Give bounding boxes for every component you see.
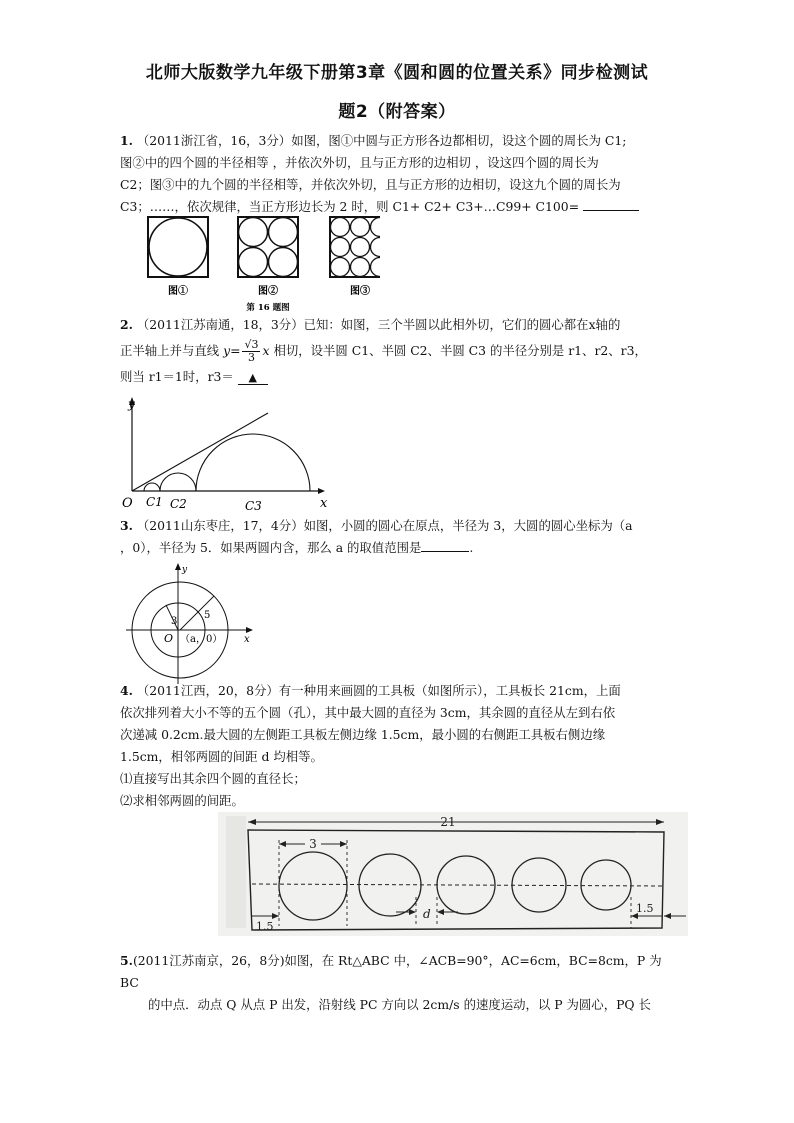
- q4-sub2: ⑵求相邻两圆的间距。: [120, 793, 244, 808]
- q1-fig3-label: 图③: [350, 286, 370, 297]
- q2-line1: [120, 314, 680, 336]
- q2-eq-y: y=: [223, 343, 241, 358]
- q4-text-1: （2011江西，20，8分）有一种用来画圆的工具板（如图所示），工具板长 21cm，上面: [136, 683, 621, 698]
- q2-text-3: 则当 r1＝1时，r3＝: [120, 369, 234, 384]
- q1-fig-caption: 第 16 题图: [246, 303, 290, 313]
- q4-sub1: ⑴直接写出其余四个圆的直径长；: [120, 771, 306, 786]
- q2-number: 2.: [120, 317, 133, 332]
- q1-fig2-circle: [239, 248, 268, 277]
- q2-x-arrow: [318, 488, 325, 494]
- q4-label-3: 3: [309, 837, 317, 851]
- q3-line2: ，0），半径为 5．如果两圆内含，那么 a 的取值范围是 .: [120, 540, 474, 555]
- q3-label-o: O: [164, 632, 174, 645]
- q1-fig2-circle: [269, 218, 298, 247]
- q1-fig1-label: 图①: [168, 286, 188, 297]
- q5-line1: [120, 950, 680, 994]
- q4-label-d: d: [423, 907, 431, 921]
- q3-number: 3.: [120, 518, 133, 533]
- q3-x-arrow: [246, 627, 253, 633]
- q4-line2: 依次排列着大小不等的五个圆（孔），其中最大圆的直径为 3cm，其余圆的直径从左到右依: [120, 705, 616, 720]
- q2-text-2a: 正半轴上并与直线: [120, 343, 220, 358]
- q1-fig3-circles: [331, 218, 381, 277]
- question-2: [120, 314, 680, 388]
- q1-figure: [140, 212, 380, 314]
- q2-frac-top: √3: [244, 338, 259, 351]
- q1-fig3-square: [330, 217, 380, 277]
- q2-label-origin: O: [122, 496, 133, 511]
- q4-line4: 1.5cm，相邻两圆的间距 d 均相等。: [120, 749, 323, 764]
- q2-fraction: [242, 339, 260, 364]
- q2-frac-bottom: 3: [247, 351, 255, 364]
- q1-line3: C2；图③中的九个圆的半径相等，并依次外切，且与正方形的边相切，设这九个圆的周长为: [120, 177, 621, 192]
- q2-line3: [120, 366, 680, 388]
- q4-number: 4.: [120, 683, 133, 698]
- q2-semicircle-c2: [160, 473, 196, 491]
- q3-answer-blank: [421, 538, 469, 552]
- q5-number: 5.: [120, 953, 133, 968]
- q2-text-1: （2011江苏南通，18，3分）已知：如图，三个半圆以此相外切，它们的圆心都在x轴的: [136, 317, 621, 332]
- q1-line2: 图②中的四个圆的半径相等 ，并依次外切，且与正方形的边相切 ，设这四个圆的周长为: [120, 155, 599, 170]
- q1-fig1-circle: [149, 218, 207, 276]
- q4-line1: [120, 680, 680, 702]
- doc-title-line2: 题2（附答案）: [338, 102, 456, 122]
- q2-semicircle-c1: [144, 483, 160, 491]
- q3-label-5: 5: [204, 610, 211, 621]
- q1-fig2-circle: [269, 248, 298, 277]
- q3-label-y: y: [182, 565, 188, 575]
- q2-eq-x: x: [262, 343, 270, 358]
- q1-text-4: C3；……，依次规律，当正方形边长为 2 时，则 C1+ C2+ C3+…C99+ C100=: [120, 199, 580, 214]
- q3-y-arrow: [175, 563, 181, 570]
- q1-fig2-square: [238, 217, 298, 277]
- q3-text-2: ，0），半径为 5．如果两圆内含，那么 a 的取值范围是: [120, 540, 422, 555]
- q2-line2: [120, 336, 680, 366]
- q4-label-21: 21: [440, 815, 456, 829]
- q1-number: 1.: [120, 133, 133, 148]
- question-5: [120, 950, 680, 1016]
- q1-text-1: （2011浙江省，16，3分）如图，图①中圆与正方形各边都相切，设这个圆的周长为 C1;: [136, 133, 627, 148]
- q1-line1: [120, 130, 680, 152]
- q3-label-3: 3: [171, 616, 178, 627]
- q2-tangent-line: [132, 413, 268, 491]
- question-3: [120, 515, 680, 559]
- q2-label-y: y: [128, 397, 135, 411]
- question-4: [120, 680, 680, 812]
- question-1: [120, 130, 680, 218]
- q2-label-c3: C3: [245, 499, 262, 513]
- q4-figure: [218, 812, 688, 936]
- q2-semicircle-c3: [196, 434, 310, 491]
- q2-answer-blank: ▲: [238, 371, 268, 385]
- q3-label-point: （a，0）: [180, 634, 223, 645]
- q3-text-1: （2011山东枣庄，17，4分）如图，小圆的圆心在原点，半径为 3，大圆的圆心坐标为（a: [136, 518, 633, 533]
- q4-label-15-left: 1.5: [256, 920, 274, 933]
- q2-label-c1: C1: [146, 495, 163, 509]
- q1-fig2-circle: [239, 218, 268, 247]
- q5-text-1: (2011江苏南京，26，8分)如图，在 Rt△ABC 中，∠ACB=90°，AC=6cm，BC=8cm，P 为 BC: [120, 953, 662, 990]
- q5-line2: 的中点．动点 Q 从点 P 出发，沿射线 PC 方向以 2cm/s 的速度运动，以 P 为圆心，PQ 长: [148, 997, 651, 1012]
- q2-label-c2: C2: [170, 497, 187, 511]
- q4-label-15-right: 1.5: [636, 902, 654, 915]
- q3-figure: [118, 560, 258, 690]
- q1-answer-blank: [583, 197, 639, 211]
- q3-label-x: x: [244, 634, 250, 645]
- q4-photo-edge: [226, 816, 246, 928]
- q2-text-2b: 相切，设半圆 C1、半圆 C2、半圆 C3 的半径分别是 r1、r2、r3，: [273, 343, 647, 358]
- q2-label-x: x: [320, 496, 328, 511]
- q1-fig2-label: 图②: [258, 286, 278, 297]
- q3-line1: [120, 515, 680, 537]
- doc-title-line1: 北师大版数学九年级下册第3章《圆和圆的位置关系》同步检测试: [145, 63, 649, 83]
- q4-line3: 次递减 0.2cm.最大圆的左侧距工具板左侧边缘 1.5cm，最小圆的右侧距工具板右侧边缘: [120, 727, 606, 742]
- q2-figure: [118, 395, 338, 515]
